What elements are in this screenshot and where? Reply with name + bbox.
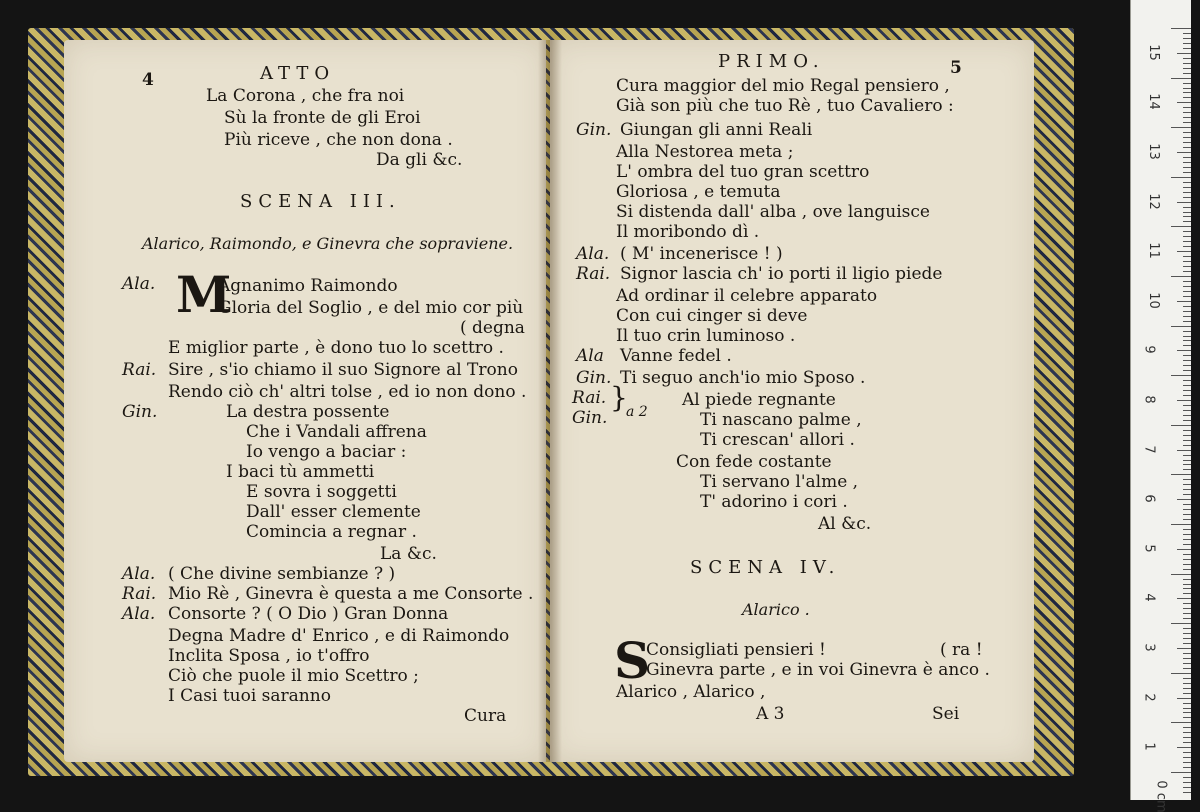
ruler-tick	[1183, 519, 1191, 520]
duet-line: Ti crescan' allori .	[700, 430, 855, 450]
scene-title: SCENA IV.	[690, 557, 841, 578]
book-gutter	[538, 40, 562, 762]
duet-end: Al &c.	[818, 514, 872, 534]
ruler-tick	[1183, 613, 1191, 614]
ruler-tick	[1183, 643, 1191, 644]
ruler-tick	[1183, 767, 1191, 768]
ruler-tick	[1183, 593, 1191, 594]
ruler-number: 7	[1141, 444, 1157, 454]
scene-character: Alarico .	[742, 600, 810, 619]
ruler-tick	[1183, 33, 1191, 34]
ruler-tick	[1183, 588, 1191, 589]
ruler-tick	[1171, 524, 1191, 525]
ruler-tick	[1183, 564, 1191, 565]
drop-cap: M	[176, 265, 232, 324]
text-line: Ti seguo anch'io mio Sposo .	[620, 368, 866, 388]
page-number: 5	[950, 58, 962, 78]
aria-line: Io vengo a baciar :	[246, 442, 407, 462]
aria-line: E sovra i soggetti	[246, 482, 397, 502]
ruler-tick	[1183, 703, 1191, 704]
ruler-tick	[1183, 246, 1191, 247]
ruler-tick	[1183, 385, 1191, 386]
ruler-tick	[1183, 628, 1191, 629]
ruler-tick	[1183, 445, 1191, 446]
text-line: ( degna	[460, 318, 525, 338]
aria-line: Che i Vandali affrena	[246, 422, 427, 442]
ruler-tick	[1183, 782, 1191, 783]
ruler-tick	[1183, 182, 1191, 183]
ruler-tick	[1183, 658, 1191, 659]
ruler-tick	[1183, 187, 1191, 188]
ruler-tick	[1183, 539, 1191, 540]
ruler-tick	[1183, 336, 1191, 337]
text-line: Già son più che tuo Rè , tuo Cavaliero :	[616, 96, 954, 116]
speaker-label: Ala	[576, 346, 604, 366]
ruler-tick	[1183, 112, 1191, 113]
ruler-tick	[1183, 88, 1191, 89]
text-line: Ginevra parte , e in voi Ginevra è anco .	[646, 660, 990, 680]
ruler-tick	[1171, 78, 1191, 79]
ruler-tick	[1183, 132, 1191, 133]
text-line: Degna Madre d' Enrico , e di Raimondo	[168, 626, 510, 646]
ruler-tick	[1183, 281, 1191, 282]
speaker-label: Rai.	[572, 388, 607, 408]
text-line: Si distenda dall' alba , ove languisce	[616, 202, 930, 222]
ruler-number: 0 cm	[1153, 780, 1169, 812]
ruler-tick	[1183, 727, 1191, 728]
ruler-tick	[1183, 792, 1191, 793]
text-line: Mio Rè , Ginevra è questa a me Consorte .	[168, 584, 534, 604]
ruler-number: 3	[1141, 643, 1157, 652]
text-line: La Corona , che fra noi	[206, 86, 405, 106]
ruler-tick	[1171, 375, 1191, 376]
ruler-tick	[1183, 484, 1191, 485]
right-page	[550, 40, 1034, 762]
ruler-number: 4	[1141, 593, 1157, 603]
ruler-number: 5	[1141, 544, 1157, 553]
text-line: Giungan gli anni Reali	[620, 120, 813, 140]
drop-cap: S	[614, 631, 651, 690]
text-line: Cura maggior del mio Regal pensiero ,	[616, 76, 950, 96]
ruler-tick	[1177, 698, 1191, 699]
ruler-tick	[1183, 38, 1191, 39]
ruler-tick	[1183, 167, 1191, 168]
text-line: Più riceve , che non dona .	[224, 130, 453, 150]
ruler-tick	[1177, 598, 1191, 599]
ruler-tick	[1183, 708, 1191, 709]
speaker-label: Rai.	[122, 584, 157, 604]
ruler-tick	[1183, 340, 1191, 341]
text-line: Gloriosa , e temuta	[616, 182, 781, 202]
text-line: Sire , s'io chiamo il suo Signore al Trono	[168, 360, 518, 380]
page-number: 4	[142, 70, 154, 90]
ruler-tick	[1183, 117, 1191, 118]
text-line: Gloria del Soglio , e del mio cor più	[218, 298, 524, 318]
text-line: Signor lascia ch' io porti il ligio piede	[620, 264, 943, 284]
duet-line: Con fede costante	[676, 452, 832, 472]
ruler-tick	[1183, 405, 1191, 406]
ruler-tick	[1183, 440, 1191, 441]
ruler-tick	[1183, 460, 1191, 461]
ruler-tick	[1183, 678, 1191, 679]
ruler-tick	[1183, 192, 1191, 193]
ruler-tick	[1183, 514, 1191, 515]
ruler-number: 11	[1145, 242, 1161, 259]
ruler-number: 15	[1145, 44, 1161, 61]
ruler-tick	[1183, 688, 1191, 689]
speaker-label: Gin.	[572, 408, 608, 428]
ruler-tick	[1183, 107, 1191, 108]
catchword: Sei	[932, 704, 960, 724]
ruler-tick	[1183, 534, 1191, 535]
ruler-tick	[1183, 757, 1191, 758]
ruler-tick	[1183, 48, 1191, 49]
ruler-tick	[1183, 608, 1191, 609]
ruler-tick	[1171, 772, 1191, 773]
ruler-tick	[1183, 172, 1191, 173]
aria-line: I baci tù ammetti	[226, 462, 375, 482]
text-line: L' ombra del tuo gran scettro	[616, 162, 870, 182]
ruler-tick	[1183, 296, 1191, 297]
duet-line: Ti servano l'alme ,	[700, 472, 859, 492]
ruler-tick	[1177, 350, 1191, 351]
ruler-tick	[1183, 157, 1191, 158]
text-line: Consorte ? ( O Dio ) Gran Donna	[168, 604, 449, 624]
aria-end: La &c.	[380, 544, 437, 564]
aria-line: Comincia a regnar .	[246, 522, 417, 542]
ruler-tick	[1171, 326, 1191, 327]
ruler-tick	[1183, 365, 1191, 366]
ruler-number: 13	[1145, 143, 1161, 160]
running-head: PRIMO.	[718, 51, 825, 72]
ruler-tick	[1177, 102, 1191, 103]
ruler-tick	[1183, 355, 1191, 356]
speaker-label: Ala.	[122, 564, 156, 584]
text-line: Agnanimo Raimondo	[218, 276, 398, 296]
ruler-tick	[1183, 435, 1191, 436]
ruler-tick	[1183, 83, 1191, 84]
ruler-tick	[1171, 127, 1191, 128]
ruler-tick	[1183, 291, 1191, 292]
ruler-tick	[1183, 395, 1191, 396]
speaker-label: Ala.	[122, 604, 156, 624]
ruler-tick	[1183, 742, 1191, 743]
ruler-tick	[1183, 430, 1191, 431]
ruler-tick	[1183, 569, 1191, 570]
ruler-tick	[1177, 450, 1191, 451]
ruler-tick	[1177, 53, 1191, 54]
ruler-tick	[1177, 251, 1191, 252]
ruler-tick	[1183, 479, 1191, 480]
ruler-tick	[1183, 142, 1191, 143]
aria-line: Dall' esser clemente	[246, 502, 421, 522]
text-line: Il moribondo dì .	[616, 222, 760, 242]
ruler-number: 14	[1145, 93, 1161, 111]
text-line: Ad ordinar il celebre apparato	[616, 286, 878, 306]
text-line: Alarico , Alarico ,	[616, 682, 766, 702]
ruler-tick	[1183, 638, 1191, 639]
ruler-tick	[1183, 584, 1191, 585]
ruler-tick	[1183, 603, 1191, 604]
ruler-tick	[1183, 92, 1191, 93]
ruler-tick	[1183, 236, 1191, 237]
catchword: Cura	[464, 706, 507, 726]
ruler-tick	[1183, 732, 1191, 733]
ruler-tick	[1183, 197, 1191, 198]
ruler-tick	[1177, 301, 1191, 302]
ruler-tick	[1183, 137, 1191, 138]
ruler-tick	[1183, 579, 1191, 580]
ruler-tick	[1183, 271, 1191, 272]
ruler-tick	[1183, 737, 1191, 738]
ruler-tick	[1177, 747, 1191, 748]
ruler-tick	[1171, 425, 1191, 426]
ruler-tick	[1183, 420, 1191, 421]
ruler-tick	[1183, 455, 1191, 456]
text-line: Da gli &c.	[376, 150, 463, 170]
ruler-tick	[1183, 316, 1191, 317]
ruler-tick	[1171, 276, 1191, 277]
ruler-tick	[1183, 370, 1191, 371]
ruler-tick	[1183, 529, 1191, 530]
text-line: Consigliati pensieri !	[646, 640, 826, 660]
ruler-tick	[1183, 58, 1191, 59]
ruler-tick	[1183, 693, 1191, 694]
ruler-tick	[1183, 544, 1191, 545]
ruler-tick	[1183, 415, 1191, 416]
text-line: E miglior parte , è dono tuo lo scettro .	[168, 338, 504, 358]
duet-marker: a 2	[626, 404, 648, 420]
aria-line: La destra possente	[226, 402, 390, 422]
ruler-tick	[1183, 752, 1191, 753]
ruler-number: 1	[1141, 742, 1157, 751]
speaker-label: Ala.	[576, 244, 610, 264]
ruler-tick	[1183, 469, 1191, 470]
ruler-tick	[1183, 464, 1191, 465]
ruler-tick	[1183, 256, 1191, 257]
text-line: Inclita Sposa , io t'offro	[168, 646, 370, 666]
ruler-tick	[1183, 663, 1191, 664]
left-page	[64, 40, 546, 762]
ruler-tick	[1183, 216, 1191, 217]
ruler-tick	[1183, 63, 1191, 64]
duet-line: Al piede regnante	[682, 390, 836, 410]
ruler-tick	[1183, 261, 1191, 262]
ruler-tick	[1183, 489, 1191, 490]
ruler-tick	[1183, 762, 1191, 763]
ruler-tick	[1183, 331, 1191, 332]
ruler-tick	[1183, 633, 1191, 634]
ruler-number: 9	[1141, 345, 1157, 355]
ruler-tick	[1183, 162, 1191, 163]
measurement-ruler	[1130, 0, 1191, 812]
ruler-tick	[1183, 266, 1191, 267]
text-line: Vanne fedel .	[620, 346, 732, 366]
ruler-number: 6	[1141, 494, 1157, 503]
text-line: ( Che divine sembianze ? )	[168, 564, 396, 584]
ruler-tick	[1183, 321, 1191, 322]
ruler-tick	[1183, 618, 1191, 619]
scene-characters: Alarico, Raimondo, e Ginevra che sopraviene.	[142, 234, 514, 253]
ruler-tick	[1183, 787, 1191, 788]
ruler-tick	[1183, 390, 1191, 391]
ruler-tick	[1183, 717, 1191, 718]
duet-line: Ti nascano palme ,	[700, 410, 862, 430]
ruler-tick	[1183, 221, 1191, 222]
ruler-tick	[1183, 147, 1191, 148]
ruler-tick	[1183, 668, 1191, 669]
ruler-tick	[1183, 73, 1191, 74]
speaker-label: Ala.	[122, 274, 156, 294]
speaker-label: Gin.	[122, 402, 158, 422]
speaker-label: Rai.	[576, 264, 611, 284]
ruler-tick	[1171, 673, 1191, 674]
ruler-tick	[1183, 306, 1191, 307]
ruler-tick	[1177, 400, 1191, 401]
scene-title: SCENA III.	[240, 191, 401, 212]
ruler-tick	[1183, 345, 1191, 346]
text-line: ( M' incenerisce ! )	[620, 244, 783, 264]
ruler-tick	[1171, 177, 1191, 178]
speaker-label: Gin.	[576, 120, 612, 140]
text-line: Con cui cinger si deve	[616, 306, 808, 326]
ruler-tick	[1183, 97, 1191, 98]
ruler-tick	[1183, 122, 1191, 123]
ruler-tick	[1177, 499, 1191, 500]
ruler-tick	[1171, 28, 1191, 29]
ruler-tick	[1171, 474, 1191, 475]
ruler-tick	[1177, 648, 1191, 649]
text-line: Il tuo crin luminoso .	[616, 326, 796, 346]
ruler-tick	[1183, 410, 1191, 411]
text-line: I Casi tuoi saranno	[168, 686, 331, 706]
signature-mark: A 3	[756, 704, 785, 724]
ruler-tick	[1183, 494, 1191, 495]
ruler-tick	[1177, 549, 1191, 550]
ruler-tick	[1183, 207, 1191, 208]
brace-icon: }	[610, 381, 628, 414]
ruler-tick	[1183, 286, 1191, 287]
text-line: Ciò che puole il mio Scettro ;	[168, 666, 419, 686]
ruler-tick	[1171, 722, 1191, 723]
ruler-tick	[1183, 43, 1191, 44]
ruler-tick	[1183, 231, 1191, 232]
ruler-tick	[1183, 380, 1191, 381]
speaker-label: Rai.	[122, 360, 157, 380]
ruler-number: 8	[1141, 395, 1157, 404]
ruler-tick	[1177, 152, 1191, 153]
ruler-tick	[1171, 226, 1191, 227]
ruler-tick	[1183, 360, 1191, 361]
running-head: ATTO	[260, 63, 336, 84]
speaker-label: Gin.	[576, 368, 612, 388]
ruler-number: 12	[1145, 192, 1161, 210]
ruler-tick	[1183, 68, 1191, 69]
ruler-tick	[1183, 311, 1191, 312]
ruler-number: 2	[1141, 692, 1157, 702]
ruler-tick	[1177, 202, 1191, 203]
ruler-tick	[1183, 504, 1191, 505]
text-line: ( ra !	[940, 640, 983, 660]
ruler-tick	[1171, 623, 1191, 624]
ruler-tick	[1171, 574, 1191, 575]
ruler-tick	[1183, 653, 1191, 654]
ruler-tick	[1183, 509, 1191, 510]
duet-line: T' adorino i cori .	[700, 492, 848, 512]
ruler-tick	[1183, 777, 1191, 778]
ruler-tick	[1183, 241, 1191, 242]
ruler-tick	[1183, 554, 1191, 555]
text-line: Rendo ciò ch' altri tolse , ed io non dono .	[168, 382, 527, 402]
ruler-tick	[1183, 212, 1191, 213]
text-line: Sù la fronte de gli Eroi	[224, 108, 421, 128]
ruler-number: 10	[1145, 292, 1161, 309]
ruler-tick	[1183, 712, 1191, 713]
ruler-tick	[1183, 683, 1191, 684]
ruler-tick	[1183, 559, 1191, 560]
text-line: Alla Nestorea meta ;	[616, 142, 794, 162]
